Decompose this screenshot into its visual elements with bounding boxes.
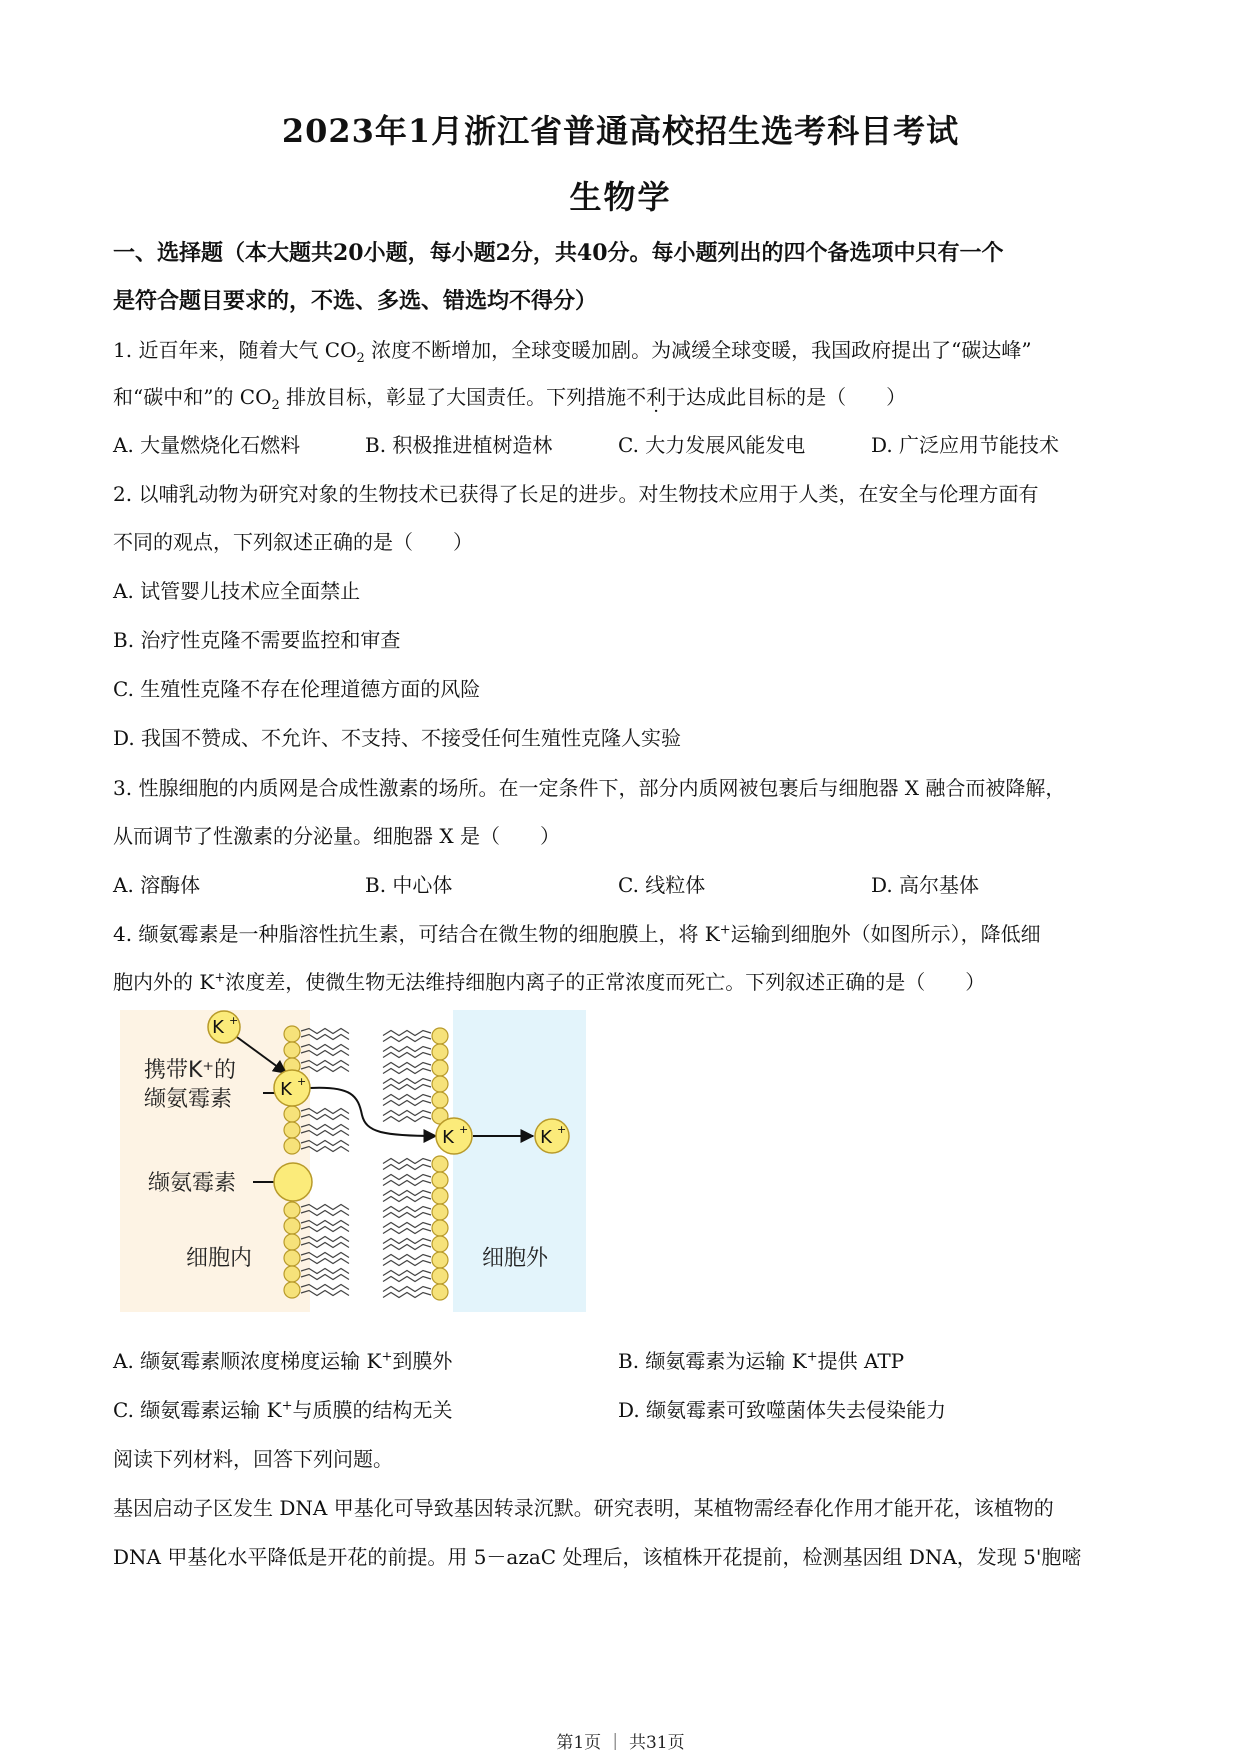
lipid-head-inner <box>284 1026 300 1042</box>
lipid-tail-outer <box>383 1063 431 1068</box>
lipid-head-outer <box>432 1156 448 1172</box>
lipid-tail-outer <box>383 1111 431 1116</box>
lipid-head-inner <box>284 1282 300 1298</box>
subject-title: 生物学 <box>569 178 672 216</box>
lipid-tail-outer <box>383 1095 431 1100</box>
lipid-tail-outer <box>383 1175 431 1180</box>
lipid-head-inner <box>284 1138 300 1154</box>
lipid-tail-outer <box>383 1069 431 1074</box>
lipid-tail-outer <box>383 1229 431 1234</box>
lipid-tail-outer <box>383 1277 431 1282</box>
q1-option-d[interactable]: D. 广泛应用节能技术 <box>871 433 1060 457</box>
lipid-head-inner <box>284 1234 300 1250</box>
lipid-head-outer <box>432 1188 448 1204</box>
lipid-head-inner <box>284 1266 300 1282</box>
q3-option-b[interactable]: B. 中心体 <box>365 873 453 897</box>
lipid-head-outer <box>432 1028 448 1044</box>
k-ion-bound <box>274 1070 310 1106</box>
q3-option-a[interactable]: A. 溶酶体 <box>113 873 201 897</box>
q4-option-a[interactable]: A. 缬氨霉素顺浓度梯度运输 K+到膜外 <box>113 1349 453 1373</box>
q3-stem-line-1: 3. 性腺细胞的内质网是合成性激素的场所。在一定条件下，部分内质网被包裹后与细胞器 X 融合而被降解， <box>113 776 1066 800</box>
outside-cell-label: 细胞外 <box>482 1246 549 1271</box>
lipid-head-inner <box>284 1042 300 1058</box>
lipid-tail-outer <box>383 1047 431 1052</box>
k-ion-transported <box>436 1118 472 1154</box>
lipid-head-inner <box>284 1218 300 1234</box>
lipid-tail-outer <box>383 1117 431 1122</box>
lipid-head-outer <box>432 1172 448 1188</box>
lipid-head-outer <box>432 1060 448 1076</box>
k-ion-outer-inside <box>208 1011 240 1043</box>
lipid-tail-outer <box>383 1271 431 1276</box>
q1-stem-line-1: 1. 近百年来，随着大气 $CO_2$ 浓度不断增加，全球变暖加剧。为减缓全球变暖，我国政府提出了“碳达峰” <box>113 338 1032 366</box>
q4-option-d[interactable]: D. 缬氨霉素可致噬菌体失去侵染能力 <box>618 1398 947 1422</box>
lipid-tail-outer <box>383 1213 431 1218</box>
carrier-label-line-2: 缬氨霉素 <box>144 1087 233 1112</box>
q2-option-d[interactable]: D. 我国不赞成、不允许、不支持、不接受任何生殖性克隆人实验 <box>113 726 682 750</box>
q3-stem-line-2: 从而调节了性激素的分泌量。细胞器 X 是（ ） <box>113 824 560 848</box>
transport-arrow <box>310 1088 436 1136</box>
valinomycin-label: 缬氨霉素 <box>148 1171 237 1196</box>
section-heading-line-1: 一、选择题（本大题共20小题，每小题2分，共40分。每小题列出的四个备选项中只有一个 <box>113 240 1004 266</box>
lipid-tail-outer <box>383 1261 431 1266</box>
svg-text:+: + <box>229 1014 239 1027</box>
inside-cell-label: 细胞内 <box>186 1246 253 1271</box>
q2-stem-line-2: 不同的观点，下列叙述正确的是（ ） <box>113 530 473 554</box>
svg-text:K: K <box>280 1079 292 1100</box>
lipid-head-outer <box>432 1284 448 1300</box>
svg-text:K: K <box>540 1127 552 1148</box>
q2-stem-line-1: 2. 以哺乳动物为研究对象的生物技术已获得了长足的进步。对生物技术应用于人类，在安全与伦理方面有 <box>113 482 1039 506</box>
q4-option-b[interactable]: B. 缬氨霉素为运输 K+提供 ATP <box>618 1349 905 1373</box>
reading-paragraph-line-1: 基因启动子区发生 DNA 甲基化可导致基因转录沉默。研究表明，某植物需经春化作用才能开花，该植物的 <box>113 1496 1054 1520</box>
lipid-tail-outer <box>383 1255 431 1260</box>
lipid-head-outer <box>432 1252 448 1268</box>
q4-stem-line-1: 4. 缬氨霉素是一种脂溶性抗生素，可结合在微生物的细胞膜上，将 K+运输到细胞外（如图所示），降低细 <box>113 922 1041 946</box>
svg-text:+: + <box>459 1123 469 1136</box>
lipid-tail-outer <box>383 1197 431 1202</box>
emphasis-text: 不利于 <box>626 385 687 409</box>
lipid-tail-outer <box>383 1159 431 1164</box>
reading-intro: 阅读下列材料，回答下列问题。 <box>113 1447 393 1471</box>
lipid-tail-outer <box>383 1191 431 1196</box>
valinomycin-membrane-figure <box>120 1010 586 1312</box>
lipid-head-outer <box>432 1076 448 1092</box>
q2-option-c[interactable]: C. 生殖性克隆不存在伦理道德方面的风险 <box>113 677 481 701</box>
lipid-tail-outer <box>383 1239 431 1244</box>
q4-stem-line-2: 胞内外的 K+浓度差，使微生物无法维持细胞内离子的正常浓度而死亡。下列叙述正确的是（ ） <box>113 970 986 994</box>
q1-option-a[interactable]: A. 大量燃烧化石燃料 <box>113 433 301 457</box>
lipid-head-inner <box>284 1250 300 1266</box>
lipid-tail-outer <box>383 1293 431 1298</box>
q2-option-a[interactable]: A. 试管婴儿技术应全面禁止 <box>113 579 361 603</box>
lipid-head-outer <box>432 1268 448 1284</box>
lipid-head-outer <box>432 1092 448 1108</box>
q3-option-d[interactable]: D. 高尔基体 <box>871 873 980 897</box>
lipid-head-outer <box>432 1220 448 1236</box>
lipid-head-inner <box>284 1122 300 1138</box>
k-ion-released <box>535 1119 569 1153</box>
membrane-diagram <box>120 1010 586 1312</box>
carrier-label-line-1: 携带K⁺的 <box>144 1058 237 1083</box>
lipid-tail-outer <box>383 1053 431 1058</box>
reading-paragraph-line-2: DNA 甲基化水平降低是开花的前提。用 5－azaC 处理后，该植株开花提前，检测基因组 DNA，发现 5'胞嘧 <box>113 1545 1082 1569</box>
svg-text:K: K <box>442 1127 454 1148</box>
q2-option-b[interactable]: B. 治疗性克隆不需要监控和审查 <box>113 628 401 652</box>
q1-stem-line-2: 和“碳中和”的 $CO_2$ 排放目标，彰显了大国责任。下列措施不利于达成此目标的是（ ） <box>113 385 907 413</box>
section-heading-line-2: 是符合题目要求的，不选、多选、错选均不得分） <box>113 288 598 314</box>
lipid-head-inner <box>284 1106 300 1122</box>
lipid-head-outer <box>432 1236 448 1252</box>
lipid-tail-outer <box>383 1223 431 1228</box>
lipid-tail-outer <box>383 1245 431 1250</box>
lipid-tail-outer <box>383 1101 431 1106</box>
q3-option-c[interactable]: C. 线粒体 <box>618 873 706 897</box>
lipid-tail-outer <box>383 1287 431 1292</box>
lipid-tail-outer <box>383 1031 431 1036</box>
svg-text:+: + <box>297 1075 307 1088</box>
q1-option-c[interactable]: C. 大力发展风能发电 <box>618 433 806 457</box>
svg-text:+: + <box>557 1123 567 1136</box>
page-footer: 第1页 ｜ 共31页 <box>556 1733 685 1753</box>
lipid-tail-outer <box>383 1085 431 1090</box>
lipid-head-outer <box>432 1204 448 1220</box>
lipid-tail-outer <box>383 1037 431 1042</box>
lipid-head-outer <box>432 1044 448 1060</box>
lipid-tail-outer <box>383 1181 431 1186</box>
lipid-tail-outer <box>383 1165 431 1170</box>
valinomycin-molecule <box>274 1163 312 1201</box>
lipid-head-inner <box>284 1202 300 1218</box>
lipid-tail-outer <box>383 1079 431 1084</box>
exam-title: 2023年1月浙江省普通高校招生选考科目考试 <box>281 112 960 150</box>
svg-text:K: K <box>212 1017 224 1038</box>
q1-option-b[interactable]: B. 积极推进植树造林 <box>365 433 553 457</box>
lipid-tail-outer <box>383 1207 431 1212</box>
q4-option-c[interactable]: C. 缬氨霉素运输 K+与质膜的结构无关 <box>113 1398 453 1422</box>
